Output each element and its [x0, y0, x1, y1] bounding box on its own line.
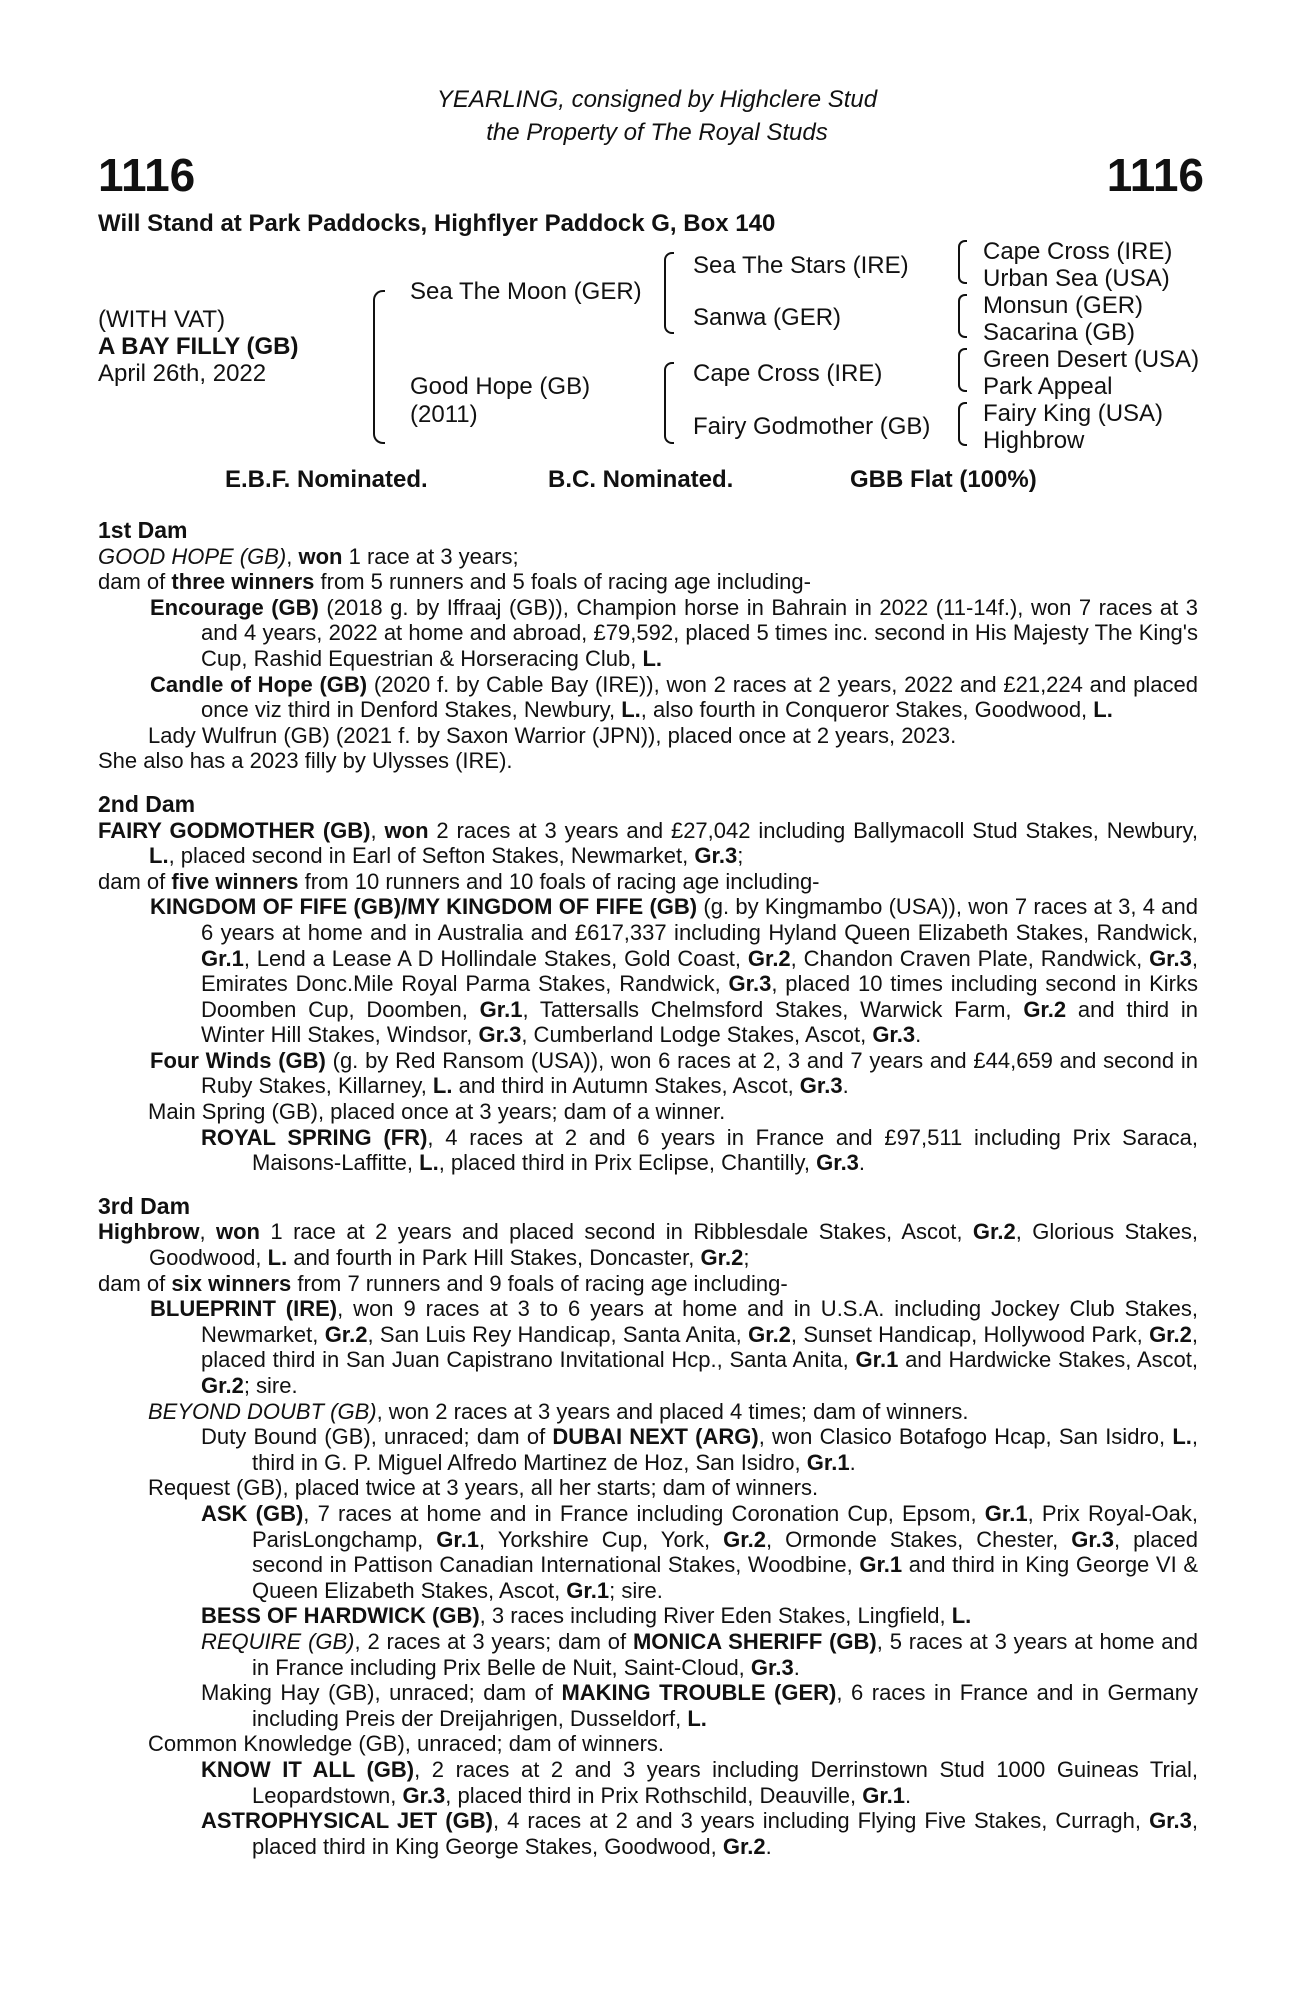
produce-astrophysical-jet: ASTROPHYSICAL JET (GB), 4 races at 2 and 3 years including Flying Five Stakes, Curragh, Gr.3, placed third in King George Stakes, Goodwood, Gr.2.	[201, 1808, 1198, 1859]
catalogue-body	[98, 518, 1198, 1859]
foaling-date: April 26th, 2022	[98, 360, 267, 387]
produce-lady-wulfrun: Lady Wulfrun (GB) (2021 f. by Saxon Warrior (JPN)), placed once at 2 years, 2023.	[148, 722, 957, 748]
pedigree-g6: Park Appeal	[983, 373, 1113, 400]
produce-royal-spring: ROYAL SPRING (FR), 4 races at 2 and 6 years in France and £97,511 including Prix Saraca, Maisons-Laffitte, L., placed third in Prix Eclipse, Chantilly, Gr.3.	[201, 1124, 1198, 1176]
produce-require: REQUIRE (GB), 2 races at 3 years; dam of MONICA SHERIFF (GB), 5 races at 3 years at home and in France including Prix Belle de Nuit, Saint-Cloud, Gr.3.	[201, 1628, 1199, 1680]
produce-duty-bound: Duty Bound (GB), unraced; dam of DUBAI NEXT (ARG), won Clasico Botafogo Hcap, San Isidro, L., third in G. P. Miguel Alfredo Martinez de Hoz, San Isidro, Gr.1.	[201, 1424, 1198, 1475]
ebf-nomination: E.B.F. Nominated.	[225, 466, 428, 493]
property-line: the Property of The Royal Studs	[486, 119, 828, 146]
pedigree-g3: Monsun (GER)	[983, 292, 1144, 319]
second-dam-heading: 2nd Dam	[98, 790, 196, 817]
bc-nomination: B.C. Nominated.	[548, 466, 734, 493]
pedigree-sire: Sea The Moon (GER)	[410, 278, 642, 305]
produce-2023-filly: She also has a 2023 filly by Ulysses (IRE).	[98, 748, 513, 774]
produce-request: Request (GB), placed twice at 3 years, all her starts; dam of winners.	[148, 1475, 819, 1501]
pedigree-brace-sire	[664, 252, 674, 334]
pedigree-sire-sire: Sea The Stars (IRE)	[693, 252, 909, 279]
pedigree-g4: Sacarina (GB)	[983, 319, 1136, 346]
pedigree-brace-g4	[958, 402, 967, 446]
first-dam-produce-summary: dam of three winners from 5 runners and 5 foals of racing age including-	[98, 569, 811, 595]
third-dam-heading: 3rd Dam	[98, 1192, 191, 1219]
pedigree-g5: Green Desert (USA)	[983, 346, 1200, 373]
pedigree-g1: Cape Cross (IRE)	[983, 238, 1173, 265]
produce-blueprint: BLUEPRINT (IRE), won 9 races at 3 to 6 years at home and in U.S.A. including Jockey Club Stakes, Newmarket, Gr.2, San Luis Rey Handicap, Santa Anita, Gr.2, Sunset Handicap, Hollywood Park, Gr.2, placed third in San Juan Capistrano Invitational Hcp., Santa Anita, Gr.1 and Hardwicke Stakes, Ascot, Gr.2; sire.	[150, 1296, 1198, 1398]
lot-number-right: 1116	[1106, 149, 1204, 201]
pedigree-brace-dam	[664, 362, 674, 444]
produce-common-knowledge: Common Knowledge (GB), unraced; dam of winners.	[148, 1731, 665, 1757]
lot-number-left: 1116	[98, 149, 196, 201]
pedigree-g7: Fairy King (USA)	[983, 400, 1164, 427]
pedigree-dam: Good Hope (GB)	[410, 373, 591, 400]
produce-main-spring: Main Spring (GB), placed once at 3 years; dam of a winner.	[148, 1099, 726, 1125]
pedigree-brace-main	[373, 290, 385, 444]
pedigree-brace-g3	[958, 348, 967, 392]
pedigree-sire-dam: Sanwa (GER)	[693, 304, 842, 331]
pedigree-dam-year: (2011)	[410, 401, 478, 428]
third-dam-produce-summary: dam of six winners from 7 runners and 9 foals of racing age including-	[98, 1270, 788, 1296]
vat-label: (WITH VAT)	[98, 306, 226, 333]
horse-name: A BAY FILLY (GB)	[98, 333, 299, 360]
consignor-line: YEARLING, consigned by Highclere Stud	[436, 86, 878, 113]
produce-ask: ASK (GB), 7 races at home and in France including Coronation Cup, Epsom, Gr.1, Prix Royal-Oak, ParisLongchamp, Gr.1, Yorkshire Cup, York, Gr.2, Ormonde Stakes, Chester, Gr.3, placed second in Pattison Canadian International Stakes, Woodbine, Gr.1 and third in King George VI & Queen Elizabeth Stakes, Ascot, Gr.1; sire.	[201, 1500, 1198, 1603]
stand-location: Will Stand at Park Paddocks, Highflyer Paddock G, Box 140	[98, 210, 776, 237]
produce-beyond-doubt: BEYOND DOUBT (GB), won 2 races at 3 years and placed 4 times; dam of winners.	[148, 1398, 969, 1424]
produce-making-hay: Making Hay (GB), unraced; dam of MAKING TROUBLE (GER), 6 races in France and in Germany including Preis der Dreijahrigen, Dusseldorf, L.	[201, 1680, 1199, 1731]
pedigree-brace-g1	[958, 240, 967, 284]
gbb-flat: GBB Flat (100%)	[850, 466, 1037, 493]
produce-know-it-all: KNOW IT ALL (GB), 2 races at 2 and 3 years including Derrinstown Stud 1000 Guineas Trial, Leopardstown, Gr.3, placed third in Prix Rothschild, Deauville, Gr.1.	[201, 1756, 1199, 1808]
pedigree-dam-dam: Fairy Godmother (GB)	[693, 413, 931, 440]
produce-four-winds: Four Winds (GB) (g. by Red Ransom (USA)), won 6 races at 2, 3 and 7 years and £44,659 and second in Ruby Stakes, Killarney, L. and third in Autumn Stakes, Ascot, Gr.3.	[150, 1047, 1198, 1099]
pedigree-brace-g2	[958, 294, 967, 338]
produce-bess-of-hardwick: BESS OF HARDWICK (GB), 3 races including River Eden Stakes, Lingfield, L.	[201, 1603, 972, 1629]
pedigree-g8: Highbrow	[983, 427, 1085, 454]
third-dam-intro: Highbrow, won 1 race at 2 years and placed second in Ribblesdale Stakes, Ascot, Gr.2, Glorious Stakes, Goodwood, L. and fourth in Park Hill Stakes, Doncaster, Gr.2;	[98, 1219, 1198, 1271]
first-dam-intro: GOOD HOPE (GB), won 1 race at 3 years;	[98, 543, 519, 569]
pedigree-dam-sire: Cape Cross (IRE)	[693, 360, 883, 387]
produce-candle-of-hope: Candle of Hope (GB) (2020 f. by Cable Bay (IRE)), won 2 races at 2 years, 2022 and £21,224 and placed once viz third in Denford Stakes, Newbury, L., also fourth in Conqueror Stakes, Goodwood, L.	[150, 671, 1198, 723]
pedigree-g2: Urban Sea (USA)	[983, 265, 1170, 292]
produce-kingdom-of-fife: KINGDOM OF FIFE (GB)/MY KINGDOM OF FIFE (GB) (g. by Kingmambo (USA)), won 7 races at 3, 4 and 6 years at home and in Australia and £617,337 including Hyland Queen Elizabeth Stakes, Randwick, Gr.1, Lend a Lease A D Hollindale Stakes, Gold Coast, Gr.2, Chandon Craven Plate, Randwick, Gr.3, Emirates Donc.Mile Royal Parma Stakes, Randwick, Gr.3, placed 10 times including second in Kirks Doomben Cup, Doomben, Gr.1, Tattersalls Chelmsford Stakes, Warwick Farm, Gr.2 and third in Winter Hill Stakes, Windsor, Gr.3, Cumberland Lodge Stakes, Ascot, Gr.3.	[150, 894, 1199, 1048]
second-dam-produce-summary: dam of five winners from 10 runners and 10 foals of racing age including-	[98, 868, 820, 894]
first-dam-heading: 1st Dam	[98, 517, 188, 543]
second-dam-intro: FAIRY GODMOTHER (GB), won 2 races at 3 years and £27,042 including Ballymacoll Stud Stakes, Newbury, L., placed second in Earl of Sefton Stakes, Newmarket, Gr.3;	[98, 817, 1199, 869]
produce-encourage: Encourage (GB) (2018 g. by Iffraaj (GB)), Champion horse in Bahrain in 2022 (11-14f.), won 7 races at 3 and 4 years, 2022 at home and abroad, £79,592, placed 5 times inc. second in His Majesty The King's Cup, Rashid Equestrian & Horseracing Club, L.	[150, 594, 1198, 671]
